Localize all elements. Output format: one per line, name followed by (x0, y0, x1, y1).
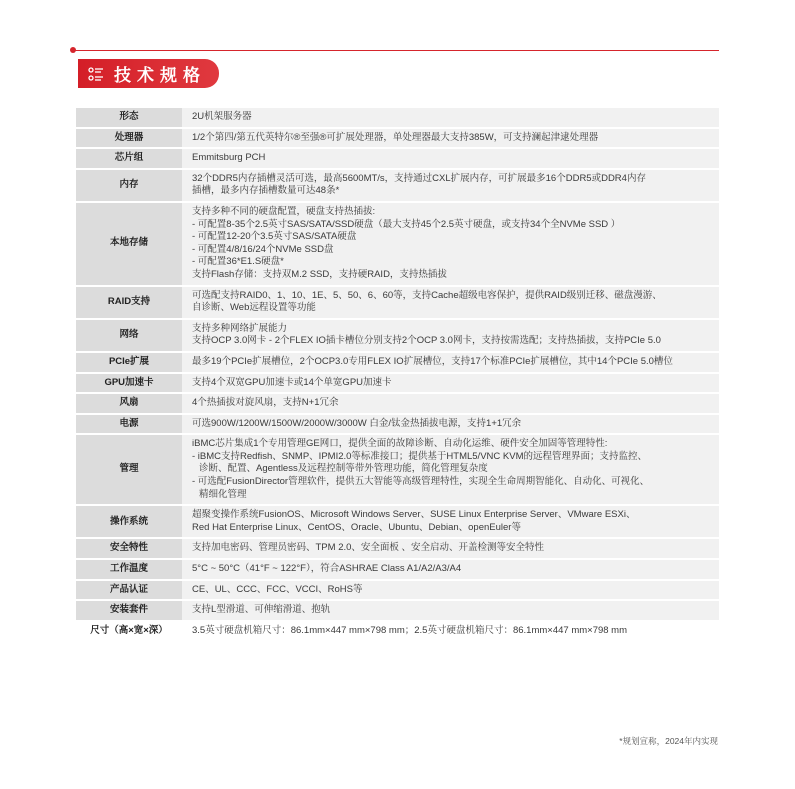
spec-value-line: - 可配置36*E1.S硬盘* (192, 256, 284, 268)
spec-value-line: - iBMC支持Redfish、SNMP、IPMI2.0等标准接口；提供基于HTML5/VNC KVM的远程管理界面；支持监控、 (192, 450, 647, 462)
spec-value (182, 435, 719, 504)
page-title: 技术规格 (114, 66, 206, 85)
spec-value-line: CE、UL、CCC、FCC、VCCI、RoHS等 (192, 583, 363, 595)
spec-value (182, 506, 719, 537)
spec-label: 网络 (76, 320, 182, 351)
spec-row (76, 287, 719, 318)
spec-label: 工作温度 (76, 560, 182, 579)
spec-value (182, 581, 719, 600)
spec-value (182, 108, 719, 127)
spec-value-line: 可选900W/1200W/1500W/2000W/3000W 白金/钛金热插拔电源，支持1+1冗余 (192, 417, 522, 429)
spec-value-line: 超聚变操作系统FusionOS、Microsoft Windows Server、SUSE Linux Enterprise Server、VMware ESXi、 (192, 509, 636, 521)
spec-value (182, 170, 719, 201)
spec-label: 处理器 (76, 129, 182, 148)
spec-row (76, 320, 719, 351)
spec-value-line: Emmitsburg PCH (192, 152, 266, 164)
spec-value (182, 560, 719, 579)
footnote: *规划宣称，2024年内实现 (619, 736, 718, 746)
spec-row (76, 129, 719, 148)
spec-value-line: Red Hat Enterprise Linux、CentOS、Oracle、Ubuntu、Debian、openEuler等 (192, 521, 521, 533)
spec-label: RAID支持 (76, 287, 182, 318)
spec-value-line: 支持OCP 3.0网卡 - 2个FLEX IO插卡槽位分别支持2个OCP 3.0网卡，支持按需选配；支持热插拔，支持PCIe 5.0 (192, 335, 661, 347)
spec-value-line: 支持4个双宽GPU加速卡或14个单宽GPU加速卡 (192, 376, 392, 388)
spec-value (182, 129, 719, 148)
spec-row (76, 601, 719, 620)
spec-value-line: 支持多种不同的硬盘配置，硬盘支持热插拔: (192, 205, 376, 217)
spec-value-line: 插槽，最多内存插槽数量可达48条* (192, 185, 340, 197)
spec-label: 电源 (76, 415, 182, 434)
spec-table (76, 106, 719, 642)
spec-value (182, 374, 719, 393)
spec-label: 芯片组 (76, 149, 182, 168)
spec-row (76, 203, 719, 285)
spec-label: 内存 (76, 170, 182, 201)
section-header (72, 50, 719, 90)
spec-value (182, 320, 719, 351)
spec-value-line: 诊断、配置、Agentless及远程控制等带外管理功能，简化管理复杂度 (199, 463, 488, 475)
spec-value-line: 支持加电密码、管理员密码、TPM 2.0、安全面板 、安全启动、开盖检测等安全特性 (192, 542, 545, 554)
spec-label: 管理 (76, 435, 182, 504)
spec-row (76, 415, 719, 434)
spec-value-line: - 可配置4/8/16/24个NVMe SSD盘 (192, 243, 334, 255)
spec-label: 安全特性 (76, 539, 182, 558)
spec-label: 形态 (76, 108, 182, 127)
spec-value-line: 5°C ~ 50°C（41°F ~ 122°F），符合ASHRAE Class A1/A2/A3/A4 (192, 563, 462, 575)
spec-value-line: 支持Flash存储：支持双M.2 SSD，支持硬RAID，支持热插拔 (192, 268, 447, 280)
spec-value (182, 415, 719, 434)
spec-label: GPU加速卡 (76, 374, 182, 393)
header-rule-dot (70, 47, 76, 53)
header-tab (78, 59, 219, 88)
spec-label: 安装套件 (76, 601, 182, 620)
spec-value-line: 最多19个PCIe扩展槽位，2个OCP3.0专用FLEX IO扩展槽位，支持17个标准PCIe扩展槽位，其中14个PCIe 5.0槽位 (192, 355, 673, 367)
spec-row (76, 149, 719, 168)
spec-value-line: 精细化管理 (199, 488, 247, 500)
spec-row (76, 108, 719, 127)
spec-row (76, 394, 719, 413)
spec-label: 产品认证 (76, 581, 182, 600)
spec-value-line: 32个DDR5内存插槽灵活可选，最高5600MT/s，支持通过CXL扩展内存，可扩展最多16个DDR5或DDR4内存 (192, 172, 646, 184)
spec-row (76, 622, 719, 641)
spec-value-line: 支持多种网络扩展能力 (192, 322, 288, 334)
spec-value (182, 394, 719, 413)
spec-value-line: 自诊断、Web远程设置等功能 (192, 302, 316, 314)
spec-value (182, 149, 719, 168)
spec-value-line: 4个热插拔对旋风扇，支持N+1冗余 (192, 397, 339, 409)
spec-row (76, 539, 719, 558)
spec-value (182, 622, 719, 641)
spec-value-line: iBMC芯片集成1个专用管理GE网口，提供全面的故障诊断、自动化运维、硬件安全加固等管理特性: (192, 438, 608, 450)
spec-value-line: 可选配支持RAID0、1、10、1E、5、50、6、60等，支持Cache超级电容保护，提供RAID级别迁移、磁盘漫游、 (192, 289, 662, 301)
spec-row (76, 435, 719, 504)
spec-value (182, 539, 719, 558)
spec-value-line: - 可配置12-20个3.5英寸SAS/SATA硬盘 (192, 231, 357, 243)
header-rule (72, 50, 719, 51)
spec-row (76, 560, 719, 579)
spec-row (76, 581, 719, 600)
spec-value-line: 1/2个第四/第五代英特尔®至强®可扩展处理器，单处理器最大支持385W，可支持澜起津逮处理器 (192, 131, 599, 143)
spec-value (182, 287, 719, 318)
spec-value-line: 支持L型滑道、可伸缩滑道、抱轨 (192, 604, 331, 616)
spec-label: 操作系统 (76, 506, 182, 537)
spec-label: PCIe扩展 (76, 353, 182, 372)
spec-row (76, 374, 719, 393)
spec-label: 风扇 (76, 394, 182, 413)
spec-value (182, 203, 719, 285)
spec-row (76, 353, 719, 372)
spec-value-line: 3.5英寸硬盘机箱尺寸：86.1mm×447 mm×798 mm；2.5英寸硬盘机箱尺寸：86.1mm×447 mm×798 mm (192, 624, 628, 636)
spec-value-line: 2U机架服务器 (192, 111, 252, 122)
spec-value (182, 353, 719, 372)
spec-row (76, 170, 719, 201)
spec-value-line: - 可配置8-35个2.5英寸SAS/SATA/SSD硬盘（最大支持45个2.5英寸硬盘，或支持34个全NVMe SSD ） (192, 218, 621, 230)
spec-value-line: - 可选配FusionDirector管理软件，提供五大智能等高级管理特性，实现全生命周期智能化、自动化、可视化、 (192, 476, 650, 488)
spec-label: 尺寸（高×宽×深） (76, 622, 182, 641)
spec-row (76, 506, 719, 537)
spec-value (182, 601, 719, 620)
spec-list-icon (88, 66, 104, 82)
spec-label: 本地存储 (76, 203, 182, 285)
